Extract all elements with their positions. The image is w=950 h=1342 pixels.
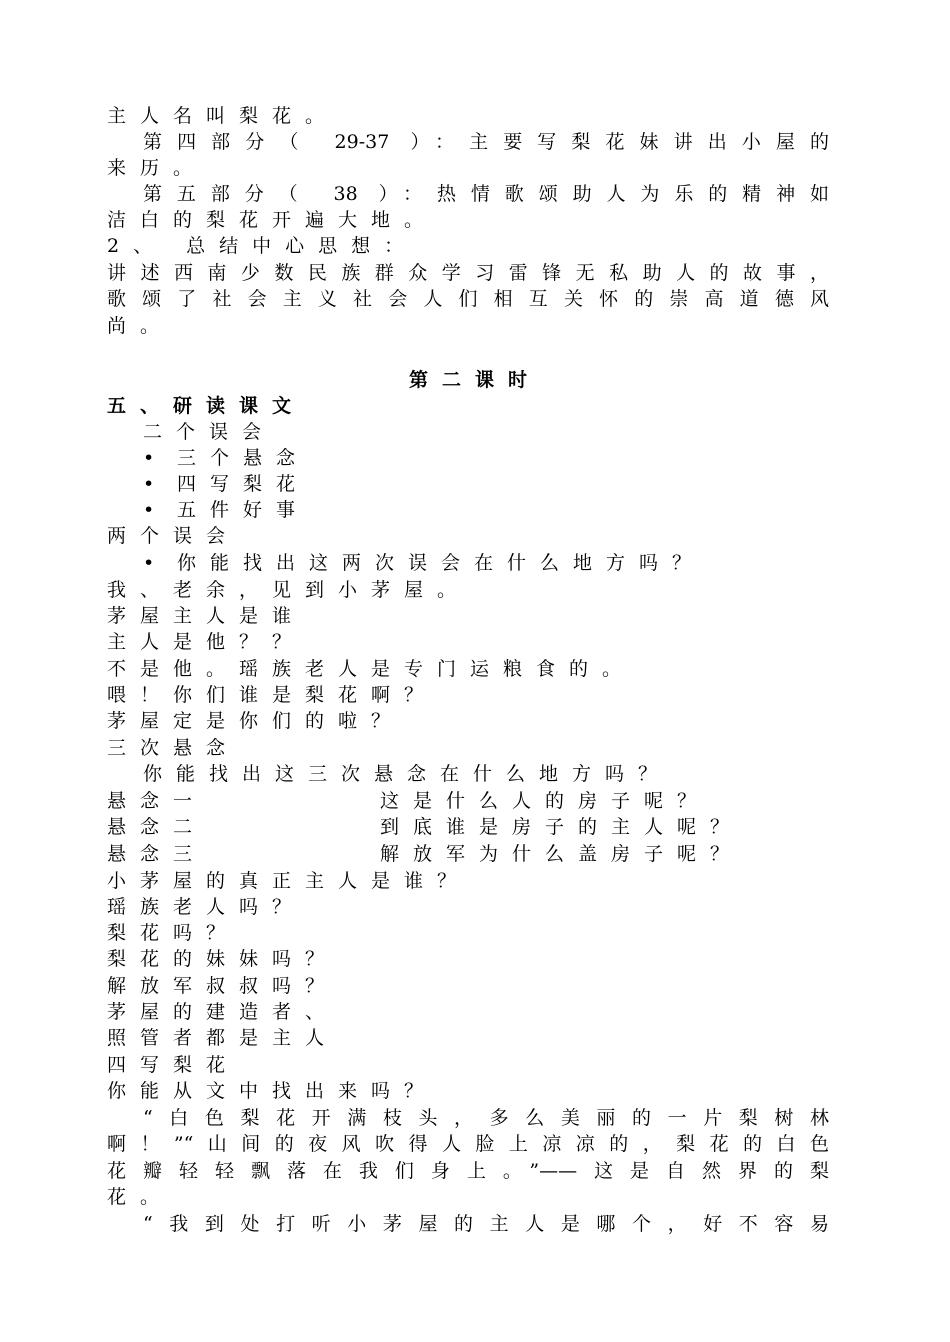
quote-line: “白色梨花开满枝头，多么美丽的一片梨树林 <box>143 1107 829 1129</box>
text-line: 讲述西南少数民族群众学习雷锋无私助人的故事， <box>107 262 829 284</box>
outline-item: • 四写梨花 <box>143 473 310 495</box>
text-line: 茅屋主人是谁 <box>107 605 306 627</box>
bullet-icon: • <box>143 499 155 521</box>
text-line: 主人名叫梨花。 <box>107 105 339 127</box>
quote-line: “我到处打听小茅屋的主人是哪个，好不容易 <box>143 1213 829 1235</box>
outline-item: • 三个悬念 <box>143 447 310 469</box>
outline-item: 二个误会 <box>143 421 276 443</box>
text-line: 不是他。瑶族老人是专门运粮食的。 <box>107 658 636 680</box>
text-line: 瑶族老人吗？ <box>107 896 306 918</box>
text-line: 解放军叔叔吗？ <box>107 975 339 997</box>
text-line: 歌颂了社会主义社会人们相互关怀的崇高道德风 <box>107 288 829 310</box>
suspense-row: 悬念一 <box>107 790 207 812</box>
question: 你能从文中找出来吗？ <box>107 1080 438 1102</box>
text-line: 洁白的梨花开遍大地。 <box>107 209 438 231</box>
text-line: 尚。 <box>107 315 174 337</box>
suspense-question: 到底谁是房子的主人呢？ <box>380 816 744 838</box>
text-line: 梨花吗？ <box>107 922 240 944</box>
text-line: 梨花的妹妹吗？ <box>107 948 339 970</box>
text-line: 照管者都是主人 <box>107 1027 339 1049</box>
question: • 你能找出这两次误会在什么地方吗？ <box>143 552 706 574</box>
subsection-heading: 四写梨花 <box>107 1054 240 1076</box>
suspense-row: 悬念二 <box>107 816 207 838</box>
text-line: 第五部分（ 38 ）：热情歌颂助人为乐的精神如 <box>143 183 829 205</box>
text-line: 喂！你们谁是梨花啊？ <box>107 684 438 706</box>
quote-line: 花瓣轻轻飘落在我们身上。”——这是自然界的梨 <box>107 1160 829 1182</box>
quote-line: 花。 <box>107 1186 174 1208</box>
question: 你能找出这三次悬念在什么地方吗？ <box>143 763 672 785</box>
text-line: 主人是他？？ <box>107 631 306 653</box>
section-heading: 2、 总结中心思想： <box>107 235 418 257</box>
lesson-title: 第二课时 <box>408 369 541 391</box>
suspense-row: 悬念三 <box>107 843 207 865</box>
bullet-icon: • <box>143 473 155 495</box>
suspense-question: 这是什么人的房子呢？ <box>380 790 711 812</box>
suspense-question: 解放军为什么盖房子呢？ <box>380 843 744 865</box>
text-line: 来历。 <box>107 157 207 179</box>
text-line: 小茅屋的真正主人是谁？ <box>107 870 471 892</box>
bullet-icon: • <box>143 552 155 574</box>
outline-item: • 五件好事 <box>143 499 310 521</box>
text-line: 茅屋的建造者、 <box>107 1001 339 1023</box>
section-heading: 五、研读课文 <box>107 395 306 417</box>
subsection-heading: 三次悬念 <box>107 737 240 759</box>
bullet-icon: • <box>143 447 155 469</box>
text-line: 我、老余，见到小茅屋。 <box>107 579 471 601</box>
quote-line: 啊！”“山间的夜风吹得人脸上凉凉的，梨花的白色 <box>107 1133 829 1155</box>
text-line: 茅屋定是你们的啦？ <box>107 710 405 732</box>
text-line: 第四部分（ 29-37 ）：主要写梨花妹讲出小屋的 <box>143 131 829 153</box>
subsection-heading: 两个误会 <box>107 525 240 547</box>
